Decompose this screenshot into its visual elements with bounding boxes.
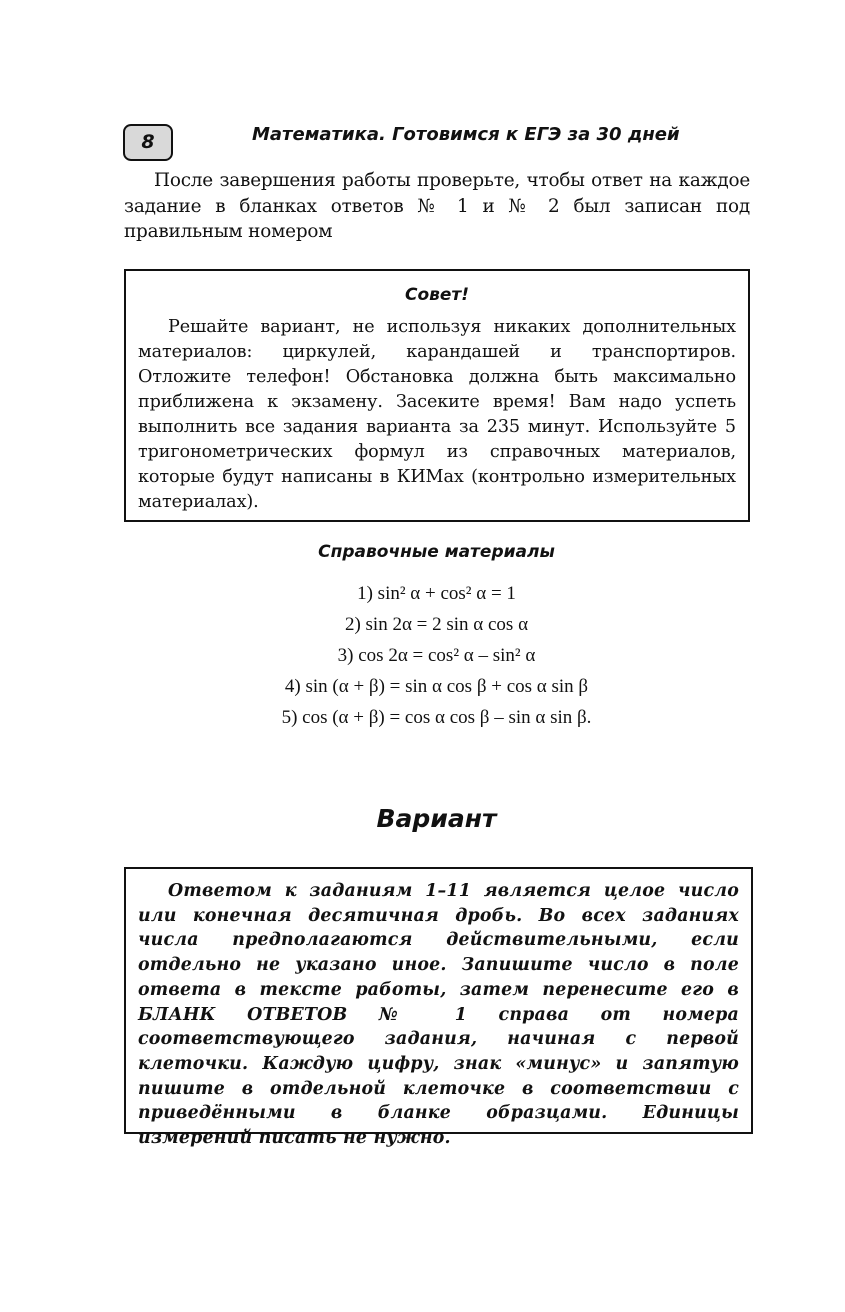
formula-item <box>0 642 845 673</box>
formula-text: sin² α + cos² α = 1 <box>377 583 516 604</box>
tip-title: Совет! <box>404 285 470 305</box>
tip-body <box>138 315 736 515</box>
formula-number: 4) <box>284 676 301 697</box>
tip-box <box>124 269 750 522</box>
variant-title: Вариант <box>376 804 497 833</box>
formula-list <box>0 580 845 735</box>
formula-text: cos (α + β) = cos α cos β – sin α sin β. <box>302 707 592 728</box>
formula-text: cos 2α = cos² α – sin² α <box>358 645 536 666</box>
answer-instructions-body <box>138 879 739 1151</box>
intro-paragraph <box>124 168 750 245</box>
formula-number: 2) <box>344 614 361 635</box>
formula-text: sin (α + β) = sin α cos β + cos α sin β <box>305 676 589 697</box>
formula-item <box>0 673 845 704</box>
reference-title: Справочные материалы <box>318 542 555 562</box>
answer-instructions-text: Ответом к заданиям 1–11 является целое число или конечная десятичная дробь. Во всех заданиях числа предполагаются действительными, если отдельно не указано иное. Запишите число в поле ответа в тексте работы, затем перенесите его в БЛАНК ОТВЕТОВ № 1 справа от номера соответствующего задания, начиная с первой клеточки. Каждую цифру, знак «минус» и запятую пишите в отдельной клеточке в соответствии с приведёнными в бланке образцами. Единицы измерений писать не нужно. <box>138 881 739 1149</box>
intro-text: После завершения работы проверьте, чтобы ответ на каждое задание в бланках ответов № 1 и № 2 был записан под правильным номером <box>124 170 750 242</box>
tip-text: Решайте вариант, не используя никаких дополнительных материалов: циркулей, карандашей и транспортиров. Отложите телефон! Обстановка должна быть максимально приближена к экзамену. Засеките время! Вам надо успеть выполнить все задания варианта за 235 минут. Используйте 5 тригонометрических формул из справочных материалов, которые будут написаны в КИМах (контрольно измерительных материалах). <box>138 317 736 512</box>
formula-number: 1) <box>357 583 373 604</box>
formula-text: sin 2α = 2 sin α cos α <box>365 614 529 635</box>
formula-item <box>0 580 845 611</box>
formula-number: 3) <box>337 645 354 666</box>
page-number: 8 <box>123 124 173 161</box>
formula-item <box>0 611 845 642</box>
running-title: Математика. Готовимся к ЕГЭ за 30 дней <box>252 124 680 145</box>
formula-number: 5) <box>281 707 298 728</box>
answer-instructions-box <box>124 867 753 1149</box>
formula-item <box>0 704 845 735</box>
